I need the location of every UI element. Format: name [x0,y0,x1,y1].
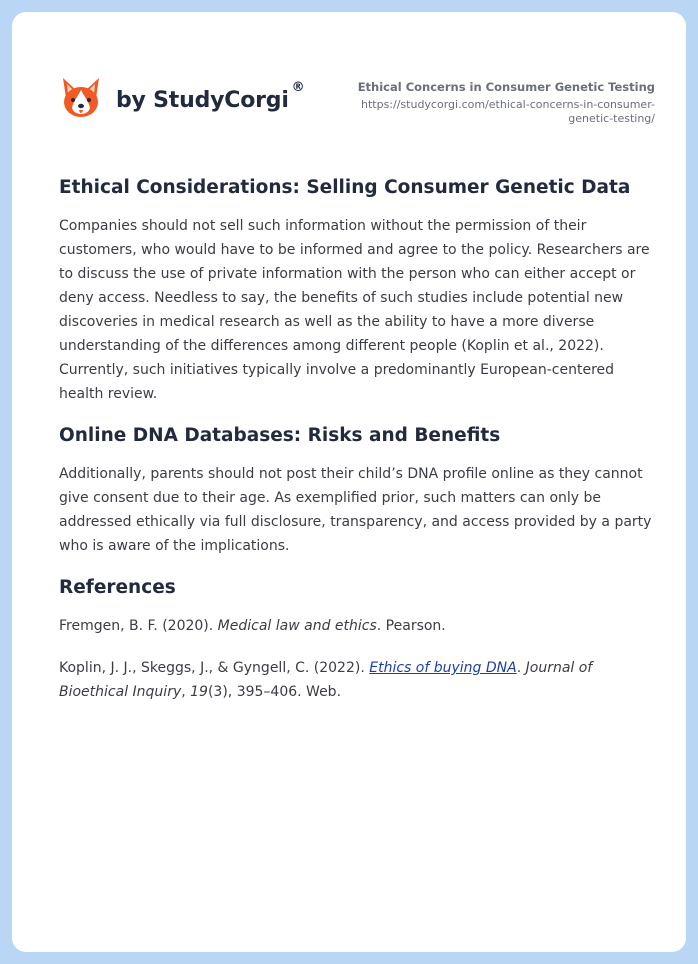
section-heading: Online DNA Databases: Risks and Benefits [59,425,501,446]
brand-name: by StudyCorgi® [116,79,305,113]
reference-item: Fremgen, B. F. (2020). Medical law and ethics. Pearson. [59,618,446,634]
references-heading: References [59,577,176,598]
section-paragraph: Additionally, parents should not post their child’s DNA profile online as they cannot give consent due to their age. As exemplified prior, such matters can only be addressed ethically via full disclosure, transparency, and access provided by a party who is aware of the implications. [59,466,652,554]
page-header [12,12,686,152]
document-url[interactable]: https://studycorgi.com/ethical-concerns-in-consumer- genetic-testing/ [361,98,655,125]
document-page [12,12,686,952]
studycorgi-logo[interactable] [60,76,304,120]
article-content [59,174,654,722]
reference-link[interactable]: Ethics of buying DNA [369,660,517,676]
reference-item: Koplin, J. J., Skeggs, J., & Gyngell, C. (2022). Ethics of buying DNA. Journal of Bioethical Inquiry, 19(3), 395–406. Web. [59,660,593,700]
document-title: Ethical Concerns in Consumer Genetic Testing [357,80,655,94]
section-heading: Ethical Considerations: Selling Consumer Genetic Data [59,177,631,198]
corgi-icon [60,76,102,120]
document-info [325,80,655,126]
section-paragraph: Companies should not sell such information without the permission of their customers, who would have to be informed and agree to the policy. Researchers are to discuss the use of private information with the person who can either accept or deny access. Needless to say, the benefits of such studies include potential new discoveries in medical research as well as the ability to have a more diverse understanding of the differences among different people (Koplin et al., 2022). Currently, such initiatives typically involve a predominantly European-centered health review. [59,218,650,402]
